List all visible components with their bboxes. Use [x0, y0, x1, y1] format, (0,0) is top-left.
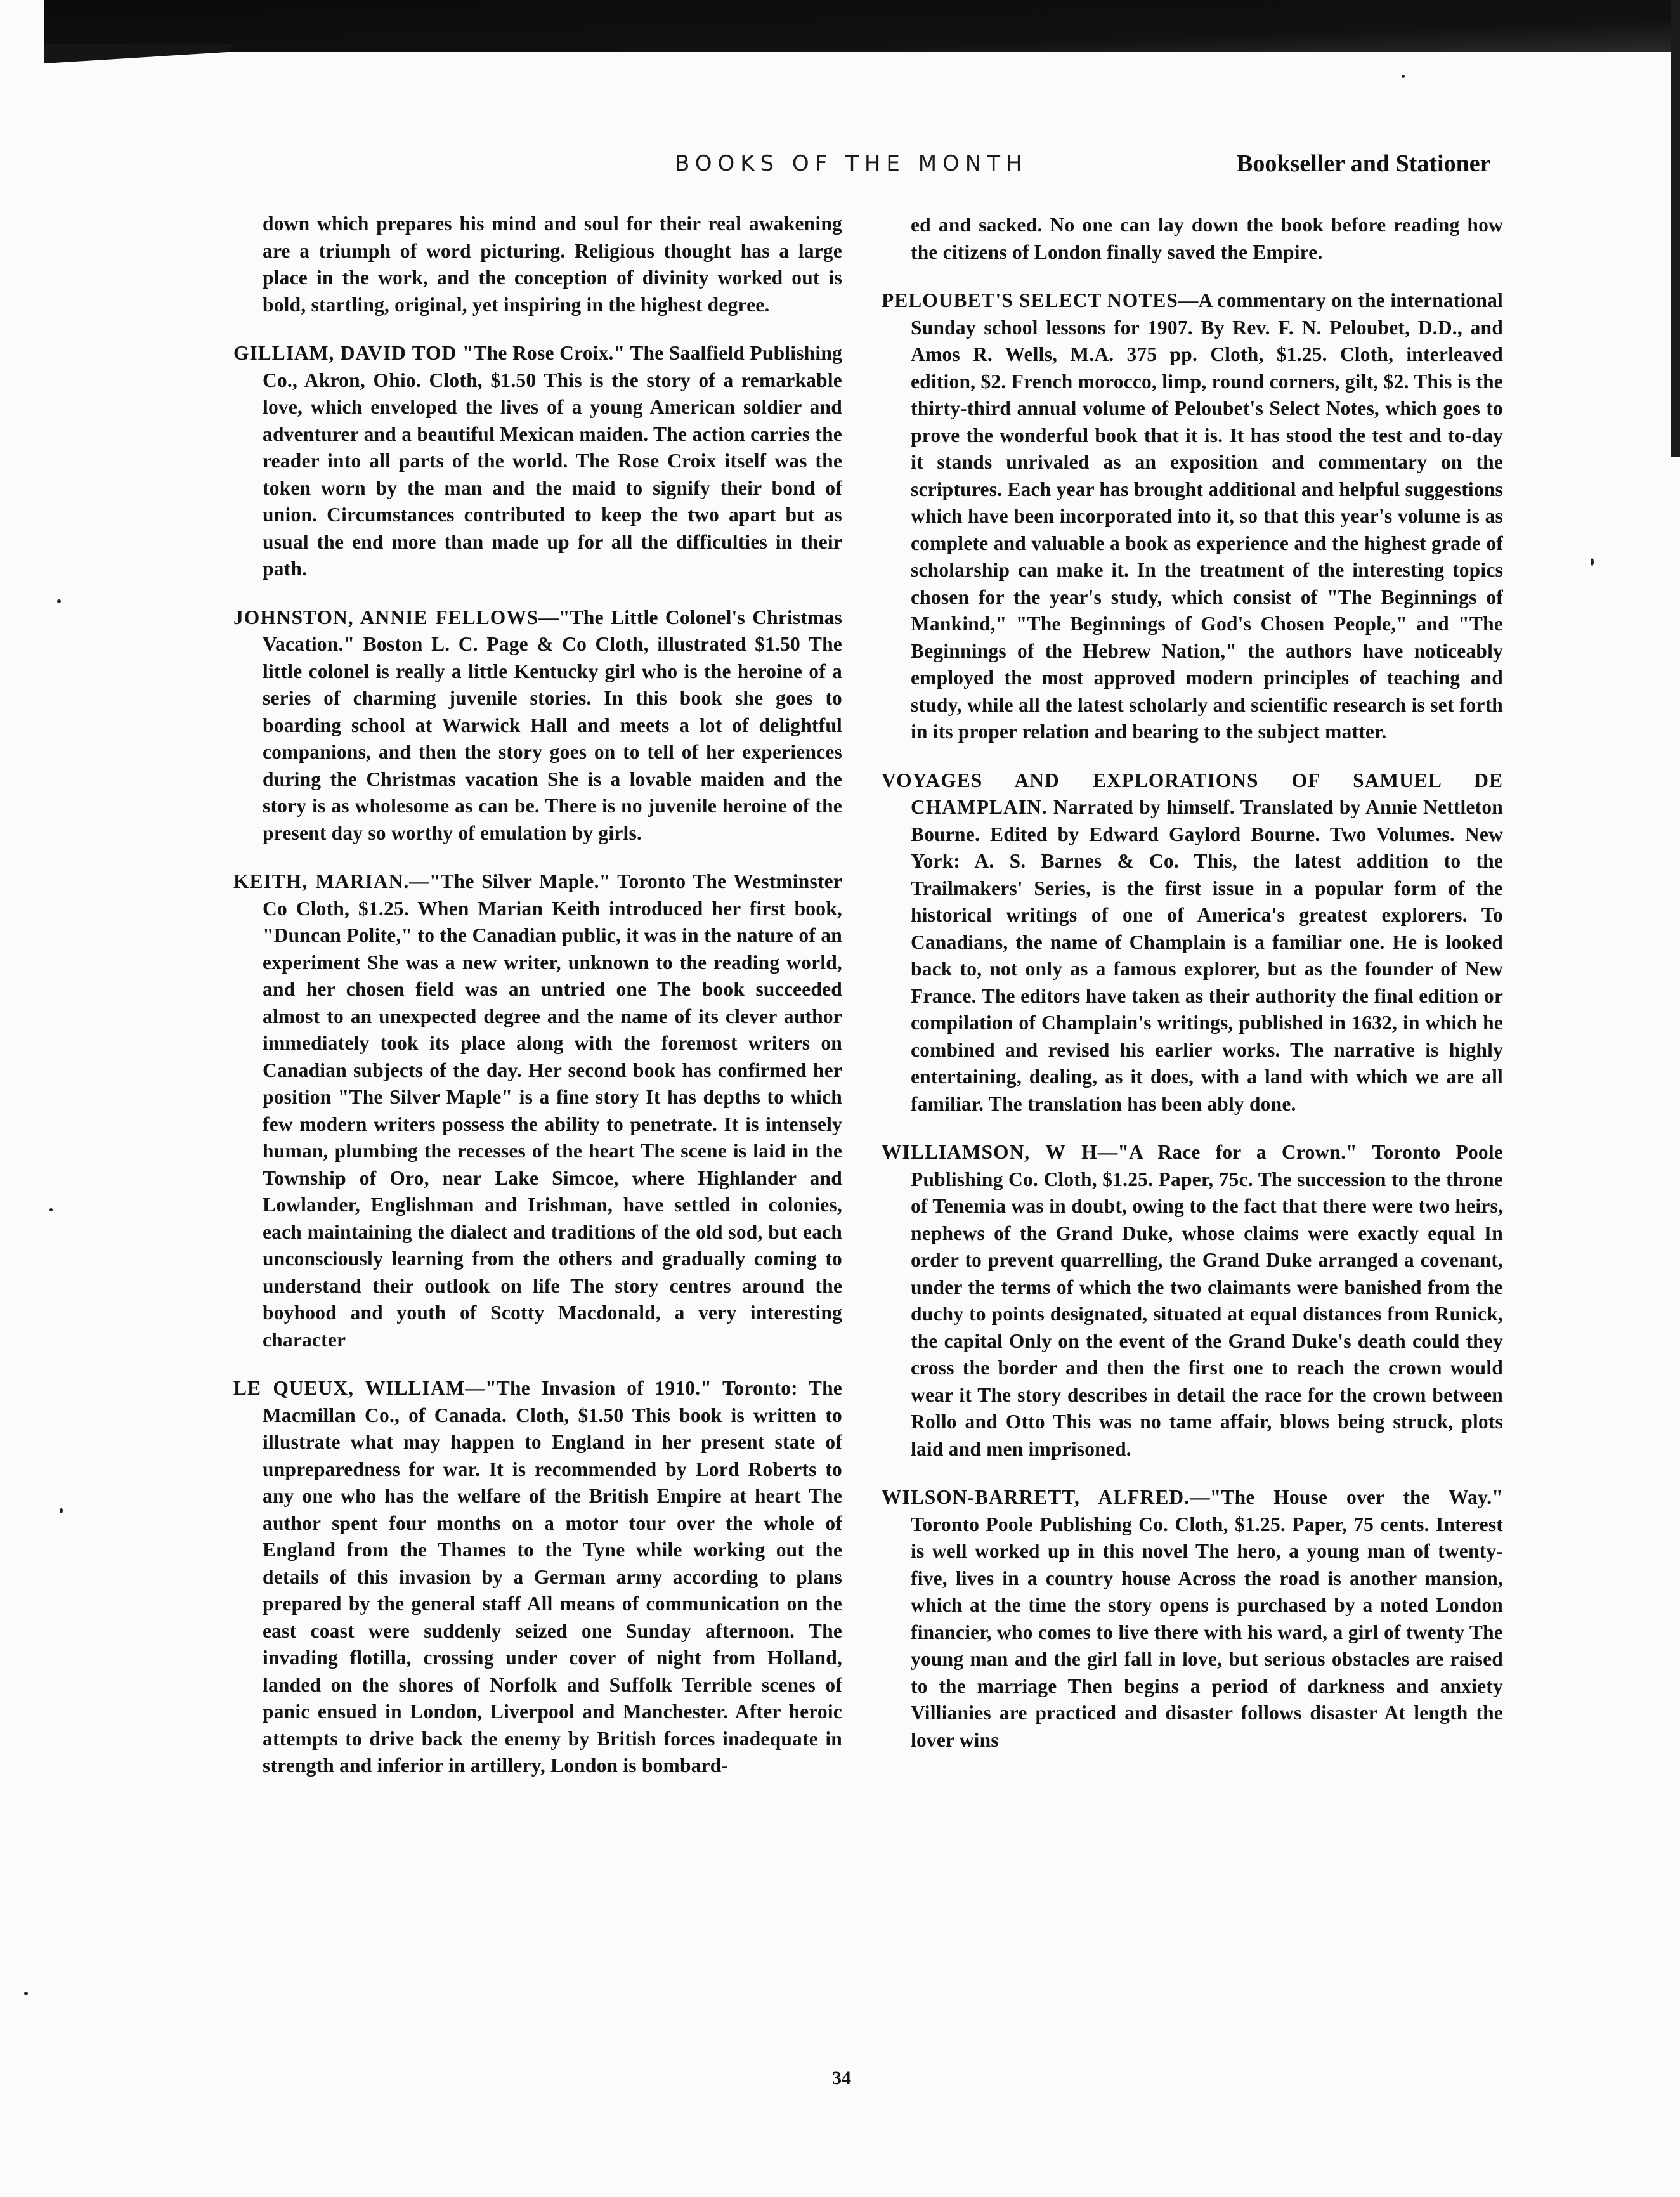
- book-review-entry: [882, 1139, 1503, 1463]
- review-text: "The Rose Croix." The Saalfield Publishing Co., Akron, Ohio. Cloth, $1.50 This is the story of a remarkable love, which enveloped the lives of a young American soldier and adventurer and a beautiful Mexican maiden. The action carries the reader into all parts of the world. The Rose Croix itself was the token worn by the man and the maid to signify their bond of union. Circumstances contributed to keep the two apart but as usual the end more than made up for all the difficulties in their path.: [263, 342, 842, 580]
- review-heading: LE QUEUX, WILLIAM: [233, 1377, 466, 1399]
- review-text: —"The Little Colonel's Christmas Vacation." Boston L. C. Page & Co Cloth, illustrated $1.50 The little colonel is really a little Kentucky girl who is the heroine of a series of charming juvenile stories. In this book she goes to boarding school at Warwick Hall and meets a lot of delightful companions, and then the story goes on to tell of her experiences during the Christmas vacation She is a lovable maiden and the story is as wholesome as can be. There is no juvenile heroine of the present day so worthy of emulation by girls.: [263, 606, 843, 844]
- scan-speck: [60, 1508, 63, 1513]
- book-review-entry: [233, 604, 842, 847]
- book-review-entry: [233, 340, 842, 583]
- page-number: 34: [832, 2068, 851, 2089]
- book-review-entry: [233, 868, 842, 1353]
- review-heading: VOYAGES AND EXPLORATIONS OF SAMUEL DE CHAMPLAIN.: [882, 769, 1503, 818]
- book-review-entry: [882, 767, 1503, 1118]
- review-heading: WILLIAMSON, W H: [882, 1141, 1098, 1163]
- scan-speck: [1402, 75, 1405, 78]
- review-text: —A commentary on the international Sunday school lessons for 1907. By Rev. F. N. Peloubet, D.D., and Amos R. Wells, M.A. 375 pp. Cloth, $1.25. Cloth, interleaved edition, $2. French morocco, limp, round corners, gilt, $2. This is the thirty-third annual volume of Peloubet's Select Notes, which goes to prove the wonderful book that it is. It has stood the test and to-day it stands unrivaled as an exposition and commentary on the scriptures. Each year has brought additional and helpful suggestions which have been incorporated into it, so that this year's volume is as complete and valuable a book as experience and the highest grade of scholarship can make it. In the treatment of the interesting topics chosen for the year's study, which consist of "The Beginnings of Mankind," "The Beginnings of God's Chosen People," and "The Beginnings of the Hebrew Nation," the authors have noticeably employed the most approved modern principles of teaching and study, while all the latest scholarly and scientific research is set forth in its proper relation and bearing to the subject matter.: [911, 289, 1503, 743]
- book-review-entry: [882, 1484, 1503, 1754]
- review-text: Narrated by himself. Translated by Annie Nettleton Bourne. Edited by Edward Gaylord Bourne. Two Volumes. New York: A. S. Barnes & Co. This, the latest addition to the Trailmakers' Series, is the first issue in a popular form of the historical writings of one of America's greatest explorers. To Canadians, the name of Champlain is a familiar one. He is looked back to, not only as a famous explorer, but as the founder of New France. The editors have taken as their authority the final edition or compilation of Champlain's writings, published in 1632, in which he combined and revised his earlier works. The narrative is highly entertaining, dealing, as it does, with a land with which we are all familiar. The translation has been ably done.: [911, 796, 1503, 1115]
- running-header-publication: Bookseller and Stationer: [1237, 150, 1491, 177]
- scan-speck: [24, 1992, 28, 1995]
- scan-speck: [1591, 558, 1594, 566]
- right-column: [882, 212, 1503, 1775]
- scan-right-edge: [1671, 0, 1680, 457]
- review-heading: KEITH, MARIAN.: [233, 870, 410, 892]
- scan-speck: [49, 1208, 53, 1211]
- review-heading: JOHNSTON, ANNIE FELLOWS: [233, 606, 539, 629]
- review-heading: PELOUBET'S SELECT NOTES: [882, 289, 1178, 311]
- book-review-entry: [882, 287, 1503, 746]
- review-text: —"The Invasion of 1910." Toronto: The Macmillan Co., of Canada. Cloth, $1.50 This book is written to illustrate what may happen to England in her present state of unpreparedness for war. It is recommended by Lord Roberts to any one who has the welfare of the British Empire at heart The author spent four months on a motor tour over the whole of England from the Thames to the Tyne while working out the details of this invasion by a German army according to plans prepared by the general staff All means of communication on the east coast were suddenly seized one Sunday afternoon. The invading flotilla, crossing under cover of night from Holland, landed on the shores of Norfolk and Suffolk Terrible scenes of panic ensued in London, Liverpool and Manchester. After heroic attempts to drive back the enemy by British forces inadequate in strength and inferior in artillery, London is bombard-: [263, 1377, 842, 1777]
- scan-speck: [57, 599, 61, 603]
- review-text: —"A Race for a Crown." Toronto Poole Publishing Co. Cloth, $1.25. Paper, 75c. The succession to the throne of Tenemia was in doubt, owing to the fact that there were two heirs, nephews of the Grand Duke, whose claims were exactly equal In order to prevent quarrelling, the Grand Duke arranged a covenant, under the terms of which the two claimants were banished from the duchy to points designated, situated at equal distances from Runick, the capital Only on the event of the Grand Duke's death could they cross the border and then the first one to reach the crown would wear it The story describes in detail the race for the crown between Rollo and Otto This was no tame affair, blows being struck, plots laid and men imprisoned.: [911, 1141, 1504, 1460]
- scan-top-border: [44, 0, 1680, 52]
- review-heading: WILSON-BARRETT, ALFRED.: [882, 1486, 1190, 1508]
- left-column: [233, 211, 842, 1801]
- running-header-section: BOOKS OF THE MONTH: [675, 151, 1028, 176]
- review-text: —"The Silver Maple." Toronto The Westminster Co Cloth, $1.25. When Marian Keith introduced her first book, "Duncan Polite," to the Canadian public, it was in the nature of an experiment She was a new writer, unknown to the reading world, and her chosen field was an untried one The book succeeded almost to an unexpected degree and the name of its clever author immediately took its place along with the foremost writers on Canadian subjects of the day. Her second book has confirmed her position "The Silver Maple" is a fine story It has depths to which few modern writers possess the ability to penetrate. It is intensely human, plumbing the recesses of the heart The scene is laid in the Township of Oro, near Lake Simcoe, where Highlander and Lowlander, Englishman and Irishman, have settled in colonies, each maintaining the dialect and traditions of the old sod, but each unconsciously learning from the others and gradually coming to understand their outlook on life The story centres around the boyhood and youth of Scotty Macdonald, a very interesting character: [263, 870, 842, 1351]
- continued-paragraph: ed and sacked. No one can lay down the book before reading how the citizens of London finally saved the Empire.: [911, 214, 1503, 263]
- scan-corner-mark: [44, 44, 235, 63]
- continued-paragraph: down which prepares his mind and soul for their real awakening are a triumph of word picturing. Religious thought has a large place in the work, and the conception of divinity worked out is bold, startling, original, yet inspiring in the highest degree.: [263, 212, 842, 316]
- book-review-entry: [233, 1375, 842, 1780]
- review-heading: GILLIAM, DAVID TOD: [233, 342, 457, 364]
- review-text: —"The House over the Way." Toronto Poole Publishing Co. Cloth, $1.25. Paper, 75 cents. Interest is well worked up in this novel The hero, a young man of twenty-five, lives in a country house Across the road is another mansion, which at the time the story opens is purchased by a noted London financier, who comes to live there with his ward, a girl of twenty The young man and the girl fall in love, but serious obstacles are raised to the marriage Then begins a period of darkness and anxiety Villianies are practiced and disaster follows disaster At length the lover wins: [911, 1486, 1503, 1751]
